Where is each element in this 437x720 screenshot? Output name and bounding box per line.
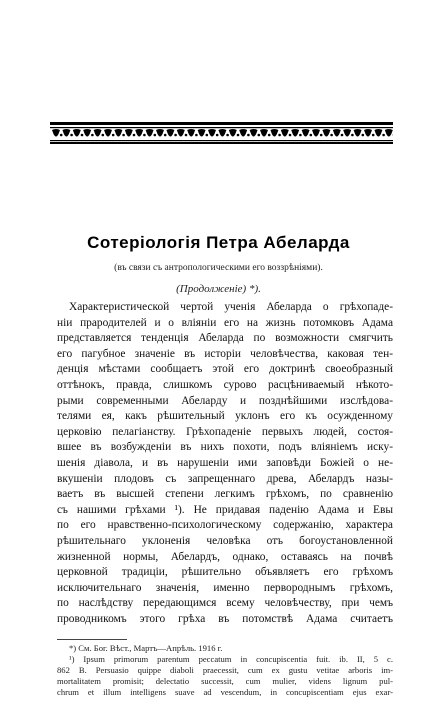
ornament-dot	[195, 134, 198, 137]
footnote-line: ¹) Ipsum primorum parentum peccatum in concupiscentia fuit. ib. II, 5 с.	[69, 654, 393, 664]
ornament-dot	[362, 134, 365, 137]
ornament-motif	[281, 129, 289, 137]
ornament-motif	[270, 129, 278, 137]
ornament-dot	[382, 134, 385, 137]
text-line: церковной традиціи, рѣшительно объявляетъ его грѣхомъ	[57, 566, 393, 579]
ornament-motif	[125, 129, 133, 137]
text-line: телями ея, какъ рѣшительный уклонъ его къ осужденному	[57, 410, 393, 423]
ornament-dot	[226, 134, 229, 137]
ornament-dot	[81, 134, 84, 137]
text-line: ніи прародителей и о вліяніи его на жизнь потомковъ Адама	[57, 316, 393, 329]
text-line: рыми современными Абеларду и позднѣйшими изслѣдова-	[57, 394, 393, 407]
text-line: ваетъ въ высшей степени легкимъ грѣхомъ, по сравненію	[57, 488, 393, 501]
footnote-line: chrum et illum intelligens suave ad vescendum, in concupiscentiam ejus exar-	[57, 687, 393, 697]
ornament-motif	[156, 129, 164, 137]
ornament-dot	[122, 134, 125, 137]
ornament-motif	[114, 129, 122, 137]
ornament-motif	[343, 129, 351, 137]
text-line: его пагубное значеніе въ исторіи человѣчества, каковая тен-	[57, 347, 393, 360]
ornament-dot	[247, 134, 250, 137]
ornament-dot	[185, 134, 188, 137]
ornament-motif	[62, 129, 70, 137]
ornament-dot	[112, 134, 115, 137]
text-line: съ нашими грѣхами ¹). Не придавая паденію Адама и Евы	[57, 503, 393, 516]
text-line: проводникомъ этого грѣха въ потомствѣ Адама считаетъ	[57, 612, 393, 625]
ornament-dot	[351, 134, 354, 137]
ornament-dot	[289, 134, 292, 137]
ornament-motif	[312, 129, 320, 137]
ornament-dot	[299, 134, 302, 137]
decorative-border-ornament	[50, 122, 393, 144]
ornament-motif	[364, 129, 372, 137]
ornament-motif	[208, 129, 216, 137]
footnote-line: *) См. Бог. Вѣст., Мартъ—Апрѣль. 1916 г.	[69, 643, 223, 653]
ornament-motif	[218, 129, 226, 137]
ornament-dot	[91, 134, 94, 137]
ornament-dot	[70, 134, 73, 137]
text-line: шенія діавола, и въ нарушеніи ими заповѣди Божіей о не-	[57, 456, 393, 469]
ornament-motif	[198, 129, 206, 137]
footnote-divider	[57, 639, 127, 640]
ornament-motif	[291, 129, 299, 137]
ornament-dot	[268, 134, 271, 137]
footnote-line: mortalitatem promisit; delectatio successit, cum mulier, videns lignum pul-	[57, 676, 393, 686]
ornament-dot	[174, 134, 177, 137]
ornament-dot	[258, 134, 261, 137]
ornament-dot	[206, 134, 209, 137]
ornament-motif	[177, 129, 185, 137]
ornament-motif	[166, 129, 174, 137]
ornament-motif	[94, 129, 102, 137]
continuation-note: (Продолженіе) *).	[176, 283, 261, 295]
ornament-motif	[146, 129, 154, 137]
ornament-motif	[322, 129, 330, 137]
ornament-motif	[83, 129, 91, 137]
text-line: оттѣнокъ, правда, слишкомъ сурово расцѣниваемый нѣкото-	[57, 378, 393, 391]
text-line: Характеристической чертой ученія Абеларда о грѣхопаде-	[69, 301, 393, 313]
ornament-dot	[310, 134, 313, 137]
ornament-motif	[73, 129, 81, 137]
ornament-dot	[330, 134, 333, 137]
ornament-motif	[250, 129, 258, 137]
ornament-dot	[154, 134, 157, 137]
text-line: по его нравственно-психологическому содержанію, характера	[57, 519, 393, 532]
ornament-motif	[104, 129, 112, 137]
text-line: церковію пелагіанству. Грѣхопаденіе первыхъ людей, состоя-	[57, 425, 393, 438]
main-paragraph	[57, 300, 393, 627]
text-line: жизненной нормы, Абелардъ, однако, оставаясь на почвѣ	[57, 550, 393, 563]
article-subtitle: (въ связи съ антропологическими его воззрѣніями).	[114, 263, 323, 273]
ornament-motif	[229, 129, 237, 137]
ornament-motif	[52, 129, 60, 137]
text-line: представляется тенденція Абеларда по возможности смягчить	[57, 332, 393, 345]
ornament-dot	[164, 134, 167, 137]
ornament-motif	[333, 129, 341, 137]
ornament-motif	[302, 129, 310, 137]
ornament-dot	[102, 134, 105, 137]
ornament-dot	[143, 134, 146, 137]
ornament-motif	[260, 129, 268, 137]
ornament-dot	[60, 134, 63, 137]
ornament-motif	[374, 129, 382, 137]
ornament-dot	[341, 134, 344, 137]
ornament-motif	[135, 129, 143, 137]
footnote-line: 862 B. Persuasio quippe diaboli praecessit, cum ex gustu vetitae arboris im-	[57, 665, 393, 675]
ornament-motif	[187, 129, 195, 137]
ornament-motif	[385, 129, 393, 137]
ornament-dot	[237, 134, 240, 137]
text-line: рѣшительнаго уклоненія человѣка отъ богоустановленной	[57, 534, 393, 547]
text-line: исключительнаго значенія, именно первороднымъ грѣхомъ,	[57, 581, 393, 594]
ornament-dot	[133, 134, 136, 137]
text-line: по наслѣдству передающимся всему человѣчеству, при чемъ	[57, 597, 393, 610]
text-line: вкушеніи плодовъ съ запрещеннаго древа, Абелардъ назы-	[57, 472, 393, 485]
ornament-dot	[372, 134, 375, 137]
ornament-motif	[239, 129, 247, 137]
ornament-dot	[216, 134, 219, 137]
ornament-dot	[320, 134, 323, 137]
footnotes	[57, 643, 393, 698]
article-title: Сотеріологія Петра Абеларда	[87, 233, 350, 252]
ornament-dot	[278, 134, 281, 137]
ornament-motif	[354, 129, 362, 137]
text-line: вшее въ возбужденіи въ нихъ похоти, подъ вліяніемъ иску-	[57, 441, 393, 454]
text-line: денція мѣстами сообщаетъ этой его доктринѣ своеобразный	[57, 363, 393, 376]
